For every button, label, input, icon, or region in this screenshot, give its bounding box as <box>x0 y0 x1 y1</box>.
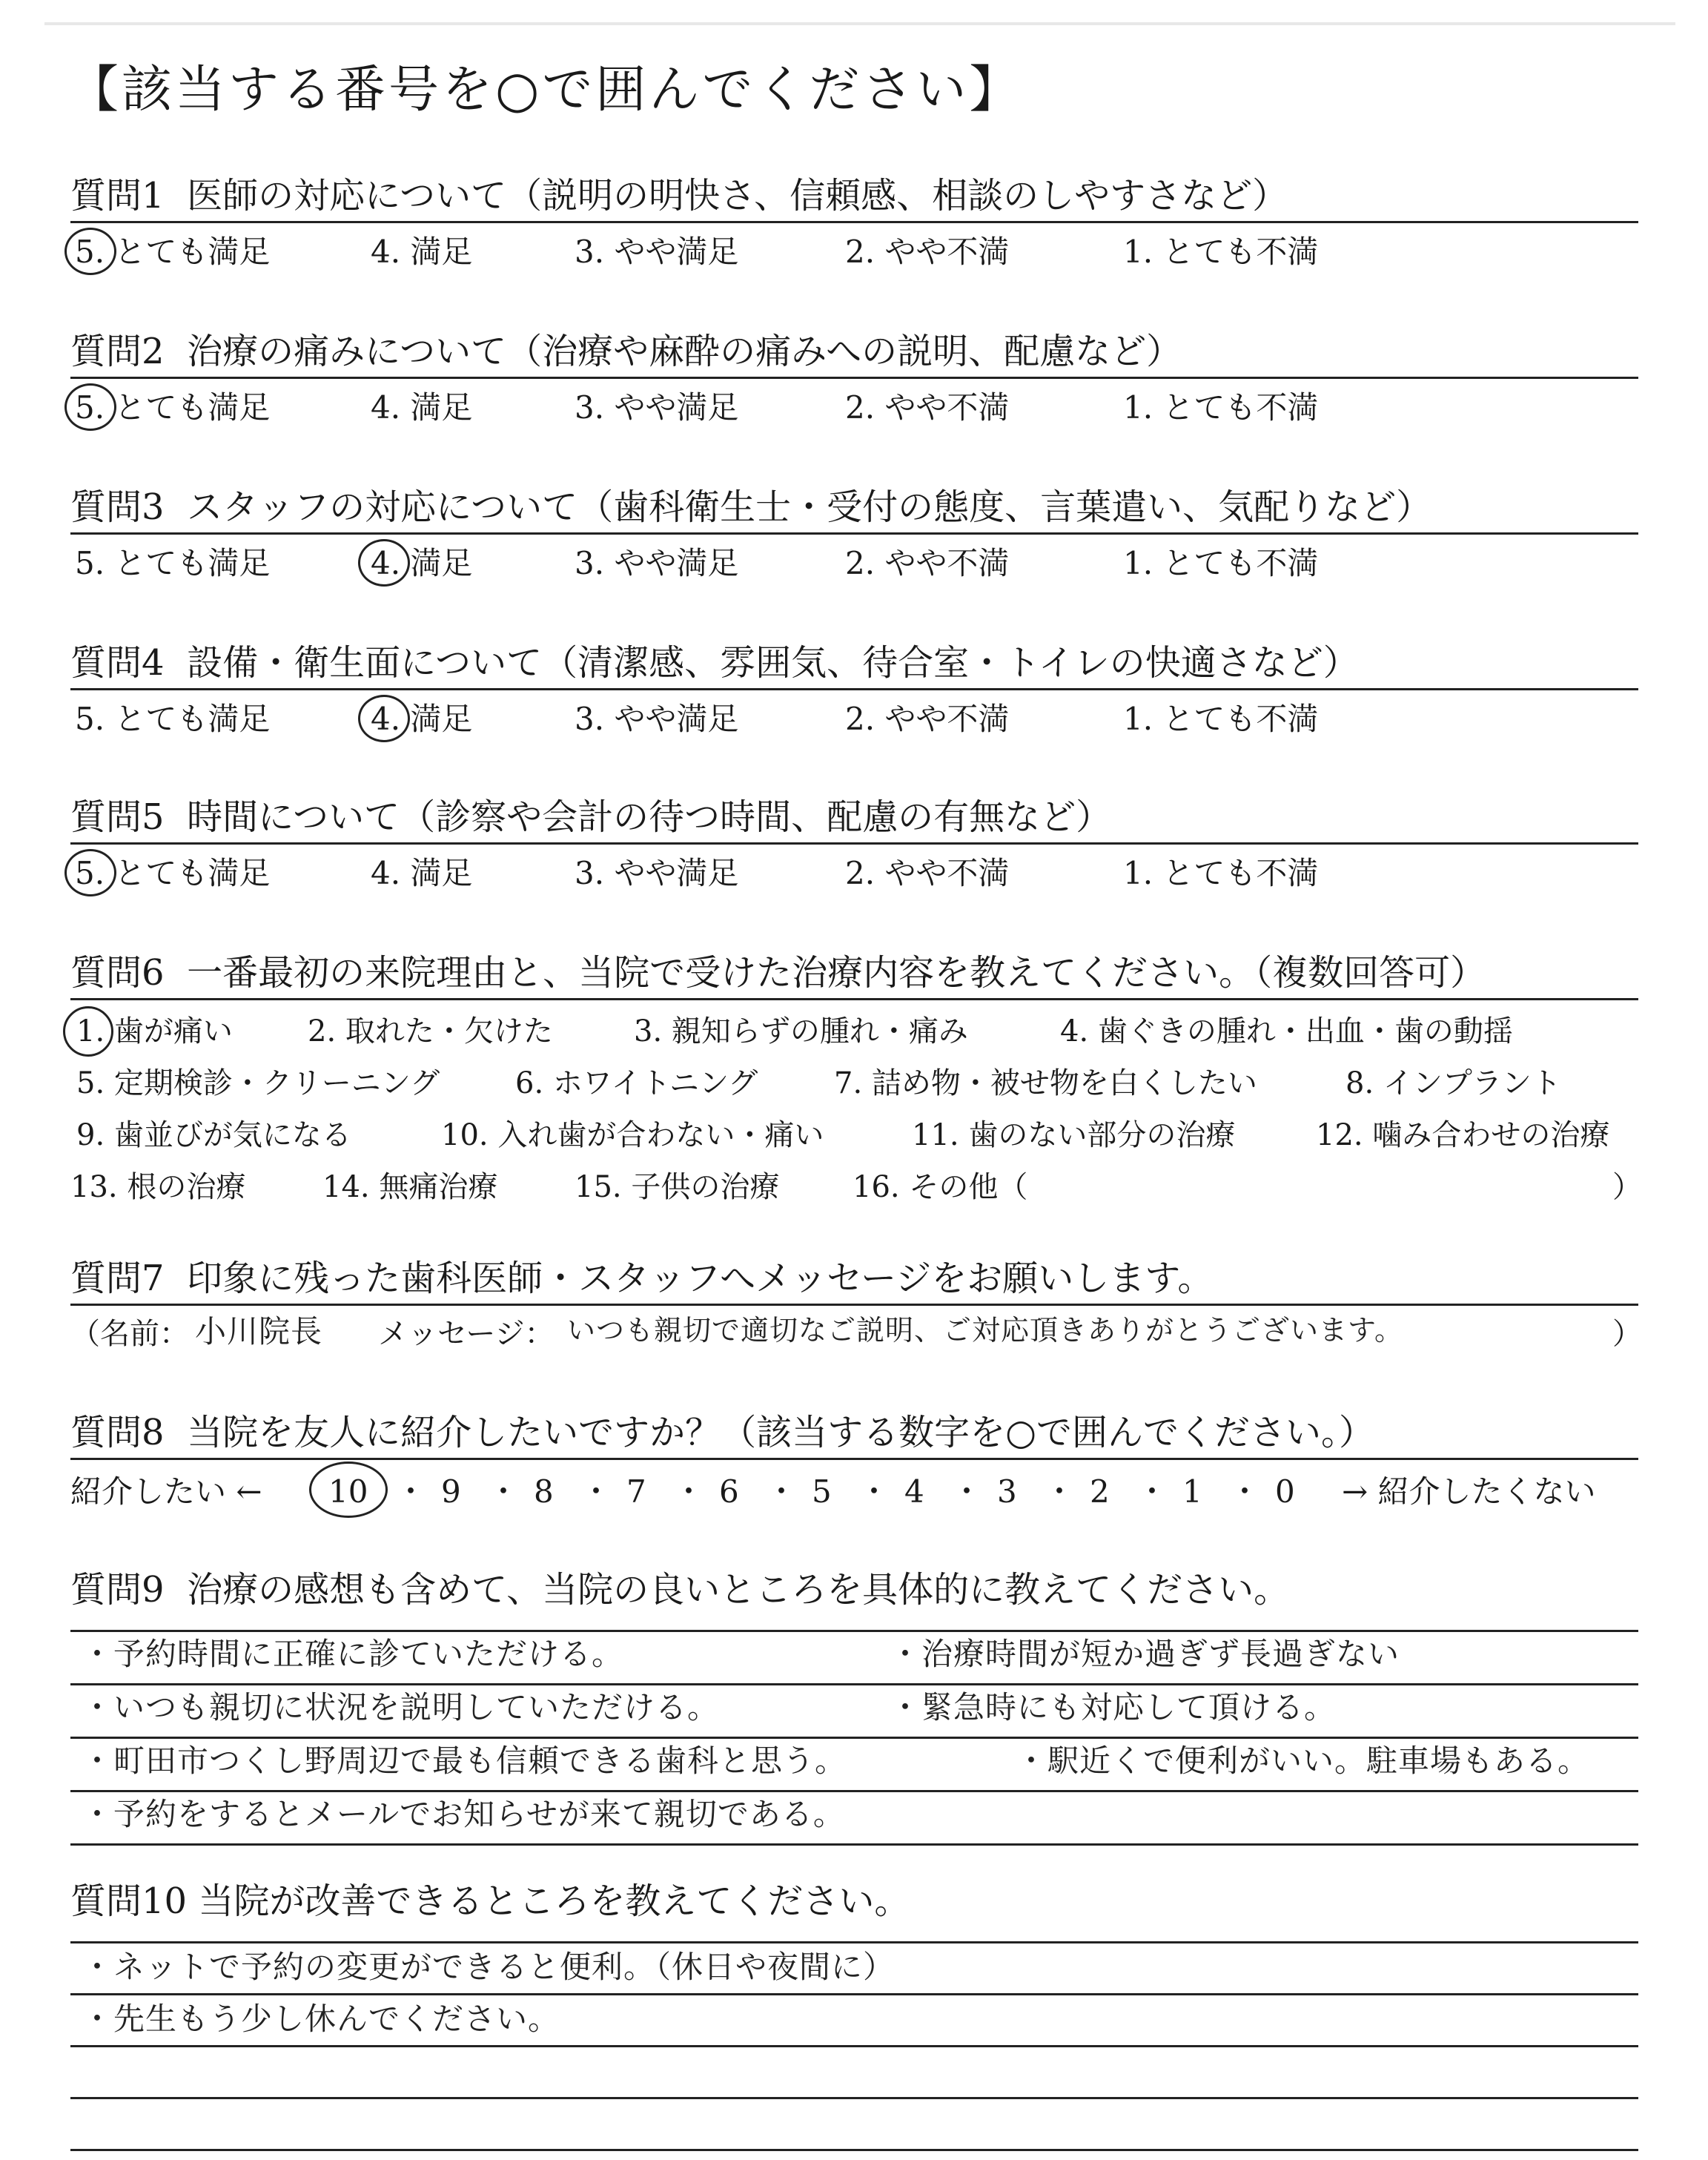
question-7 <box>70 1258 1642 1355</box>
question-6-options <box>70 1000 1642 1215</box>
q2-option-5[interactable]: 5. とても満足 <box>75 389 271 426</box>
q6-option-3[interactable]: 3. 親知らずの腫れ・痛み <box>634 1014 968 1048</box>
q7-close-paren: ） <box>1612 1317 1642 1351</box>
q6-other-close-paren: ） <box>1612 1170 1642 1204</box>
q4-option-3[interactable]: 3. やや満足 <box>575 701 739 737</box>
q7-message-label: メッセージ： <box>378 1317 555 1351</box>
q8-score-7[interactable]: 7 <box>626 1473 646 1510</box>
question-2-options <box>70 379 1638 432</box>
question-4-options <box>70 690 1638 744</box>
q8-dot: ・ <box>766 1473 798 1510</box>
q8-score-4[interactable]: 4 <box>904 1473 924 1510</box>
q8-dot: ・ <box>580 1473 612 1510</box>
q7-message-value[interactable]: いつも親切で適切なご説明、ご対応頂きありがとうございます。 <box>567 1314 1403 1347</box>
q7-name-value[interactable]: 小川院長 <box>195 1313 323 1350</box>
q6-option-15[interactable]: 15. 子供の治療 <box>575 1170 780 1204</box>
question-9-text: 治療の感想も含めて、当院の良いところを具体的に教えてください。 <box>187 1569 1290 1611</box>
q8-left-label: 紹介したい ← <box>70 1473 262 1510</box>
question-5-heading <box>70 796 1638 845</box>
question-1-heading <box>70 175 1638 223</box>
q2-option-3[interactable]: 3. やや満足 <box>575 389 739 426</box>
q2-option-1[interactable]: 1. とても不満 <box>1123 389 1319 426</box>
q8-score-10[interactable]: 10 <box>328 1473 368 1510</box>
q8-dot: ・ <box>673 1473 705 1510</box>
q5-option-2[interactable]: 2. やや不満 <box>845 855 1010 891</box>
question-2 <box>70 331 1638 432</box>
question-8-scale <box>70 1460 1638 1519</box>
q8-dot: ・ <box>1136 1473 1168 1510</box>
q6-option-5[interactable]: 5. 定期検診・クリーニング <box>76 1066 440 1100</box>
q1-option-5[interactable]: 5. とても満足 <box>75 234 271 270</box>
question-1 <box>70 175 1638 277</box>
q8-dot: ・ <box>488 1473 520 1510</box>
q6-option-16[interactable]: 16. その他（ <box>853 1170 1028 1204</box>
question-9 <box>70 1569 1638 1615</box>
q8-dot: ・ <box>395 1473 427 1510</box>
question-5-options <box>70 845 1638 898</box>
question-5 <box>70 796 1638 898</box>
q8-dot: ・ <box>1229 1473 1261 1510</box>
q6-option-6[interactable]: 6. ホワイトニング <box>515 1066 758 1100</box>
q6-option-12[interactable]: 12. 噛み合わせの治療 <box>1316 1118 1610 1152</box>
q8-score-2[interactable]: 2 <box>1090 1473 1110 1510</box>
q9-answer-5[interactable]: ・町田市つくし野周辺で最も信頼できる歯科と思う。 <box>82 1743 847 1779</box>
q7-name-label: （名前： <box>70 1317 189 1351</box>
q8-score-1[interactable]: 1 <box>1182 1473 1202 1510</box>
q5-option-3[interactable]: 3. やや満足 <box>575 855 739 891</box>
q2-option-2[interactable]: 2. やや不満 <box>845 389 1010 426</box>
q8-score-5[interactable]: 5 <box>812 1473 832 1510</box>
question-9-heading <box>70 1569 1638 1615</box>
q10-writing-line <box>70 2045 1638 2047</box>
q4-option-4[interactable]: 4. 満足 <box>371 701 473 737</box>
q9-writing-line <box>70 1843 1638 1846</box>
question-3-options <box>70 535 1638 588</box>
page-title: 【該当する番号を○で囲んでください】 <box>68 61 1023 119</box>
q3-option-5[interactable]: 5. とても満足 <box>75 545 271 581</box>
question-6-text: 一番最初の来院理由と、当院で受けた治療内容を教えてください。（複数回答可） <box>187 952 1486 994</box>
q10-writing-line <box>70 2149 1638 2151</box>
question-4-heading <box>70 642 1638 690</box>
q10-answer-1[interactable]: ・ネットで予約の変更ができると便利。（休日や夜間に） <box>82 1949 896 1985</box>
question-2-text: 治療の痛みについて（治療や麻酔の痛みへの説明、配慮など） <box>187 331 1182 372</box>
q6-option-7[interactable]: 7. 詰め物・被せ物を白くしたい <box>834 1066 1257 1100</box>
q8-score-8[interactable]: 8 <box>534 1473 554 1510</box>
q6-option-11[interactable]: 11. 歯のない部分の治療 <box>912 1118 1236 1152</box>
q2-option-4[interactable]: 4. 満足 <box>371 389 473 426</box>
q1-option-3[interactable]: 3. やや満足 <box>575 234 739 270</box>
q9-writing-line <box>70 1630 1638 1632</box>
question-10-label: 質問10 <box>70 1880 188 1922</box>
q6-option-8[interactable]: 8. インプラント <box>1345 1066 1561 1100</box>
q9-answer-4[interactable]: ・緊急時にも対応して頂ける。 <box>890 1689 1337 1725</box>
top-edge <box>44 22 1675 25</box>
question-8-label: 質問8 <box>70 1412 165 1453</box>
q3-option-4[interactable]: 4. 満足 <box>371 545 473 581</box>
q4-option-1[interactable]: 1. とても不満 <box>1123 701 1319 737</box>
q8-score-6[interactable]: 6 <box>719 1473 739 1510</box>
question-7-heading <box>70 1258 1638 1306</box>
q8-score-3[interactable]: 3 <box>997 1473 1017 1510</box>
q6-option-1[interactable]: 1. 歯が痛い <box>76 1014 233 1048</box>
question-1-options <box>70 223 1638 277</box>
q9-writing-line <box>70 1790 1638 1792</box>
q8-score-9[interactable]: 9 <box>441 1473 461 1510</box>
q6-option-4[interactable]: 4. 歯ぐきの腫れ・出血・歯の動揺 <box>1060 1014 1513 1048</box>
q5-option-1[interactable]: 1. とても不満 <box>1123 855 1319 891</box>
q9-answer-6[interactable]: ・駅近くで便利がいい。駐車場もある。 <box>1016 1743 1590 1779</box>
question-5-label: 質問5 <box>70 796 165 838</box>
q10-writing-line <box>70 1993 1638 1995</box>
question-2-heading <box>70 331 1638 379</box>
q6-option-10[interactable]: 10. 入れ歯が合わない・痛い <box>441 1118 824 1152</box>
q8-dot: ・ <box>1044 1473 1076 1510</box>
q5-option-5[interactable]: 5. とても満足 <box>75 855 271 891</box>
question-8-heading <box>70 1412 1638 1460</box>
q8-dot: ・ <box>858 1473 890 1510</box>
question-1-label: 質問1 <box>70 175 165 217</box>
question-10 <box>70 1880 1638 1926</box>
q6-option-14[interactable]: 14. 無痛治療 <box>322 1170 498 1204</box>
q8-score-0[interactable]: 0 <box>1275 1473 1295 1510</box>
question-4-label: 質問4 <box>70 642 165 684</box>
q8-right-label: → 紹介したくない <box>1342 1473 1596 1510</box>
q3-option-1[interactable]: 1. とても不満 <box>1123 545 1319 581</box>
question-8-text: 当院を友人に紹介したいですか？（該当する数字を○で囲んでください。） <box>187 1412 1374 1453</box>
q9-answer-3[interactable]: ・いつも親切に状況を説明していただける。 <box>82 1689 720 1725</box>
q6-option-2[interactable]: 2. 取れた・欠けた <box>308 1014 553 1048</box>
q1-option-2[interactable]: 2. やや不満 <box>845 234 1010 270</box>
q9-answer-2[interactable]: ・治療時間が短か過ぎず長過ぎない <box>890 1636 1400 1672</box>
q5-option-4[interactable]: 4. 満足 <box>371 855 473 891</box>
q9-answer-7[interactable]: ・予約をするとメールでお知らせが来て親切である。 <box>82 1796 845 1832</box>
q4-option-2[interactable]: 2. やや不満 <box>845 701 1010 737</box>
q10-answer-2[interactable]: ・先生もう少し休んでください。 <box>82 2001 560 2037</box>
q6-option-13[interactable]: 13. 根の治療 <box>70 1170 246 1204</box>
question-7-text: 印象に残った歯科医師・スタッフへメッセージをお願いします。 <box>187 1258 1214 1299</box>
q9-writing-line <box>70 1683 1638 1685</box>
q1-option-1[interactable]: 1. とても不満 <box>1123 234 1319 270</box>
question-6-heading <box>70 952 1638 1000</box>
q9-answer-1[interactable]: ・予約時間に正確に診ていただける。 <box>82 1636 624 1672</box>
q4-option-5[interactable]: 5. とても満足 <box>75 701 271 737</box>
q10-writing-line <box>70 1941 1638 1943</box>
q6-option-9[interactable]: 9. 歯並びが気になる <box>76 1118 351 1152</box>
question-6 <box>70 952 1642 1215</box>
question-4 <box>70 642 1638 744</box>
question-4-text: 設備・衛生面について（清潔感、雰囲気、待合室・トイレの快適さなど） <box>187 642 1359 684</box>
question-3-heading <box>70 486 1638 535</box>
q3-option-3[interactable]: 3. やや満足 <box>575 545 739 581</box>
question-3 <box>70 486 1638 588</box>
question-10-text: 当院が改善できるところを教えてください。 <box>198 1880 910 1922</box>
question-1-text: 医師の対応について（説明の明快さ、信頼感、相談のしやすさなど） <box>187 175 1288 217</box>
q10-writing-line <box>70 2097 1638 2099</box>
question-7-label: 質問7 <box>70 1258 165 1299</box>
q3-option-2[interactable]: 2. やや不満 <box>845 545 1010 581</box>
question-2-label: 質問2 <box>70 331 165 372</box>
question-3-label: 質問3 <box>70 486 165 528</box>
question-5-text: 時間について（診察や会計の待つ時間、配慮の有無など） <box>187 796 1112 838</box>
q1-option-4[interactable]: 4. 満足 <box>371 234 473 270</box>
question-10-heading <box>70 1880 1638 1926</box>
question-9-label: 質問9 <box>70 1569 165 1611</box>
question-8 <box>70 1412 1638 1519</box>
question-6-label: 質問6 <box>70 952 165 994</box>
q8-dot: ・ <box>951 1473 983 1510</box>
question-7-message-row <box>70 1306 1642 1355</box>
question-3-text: スタッフの対応について（歯科衛生士・受付の態度、言葉遣い、気配りなど） <box>187 486 1432 528</box>
q9-writing-line <box>70 1737 1638 1739</box>
